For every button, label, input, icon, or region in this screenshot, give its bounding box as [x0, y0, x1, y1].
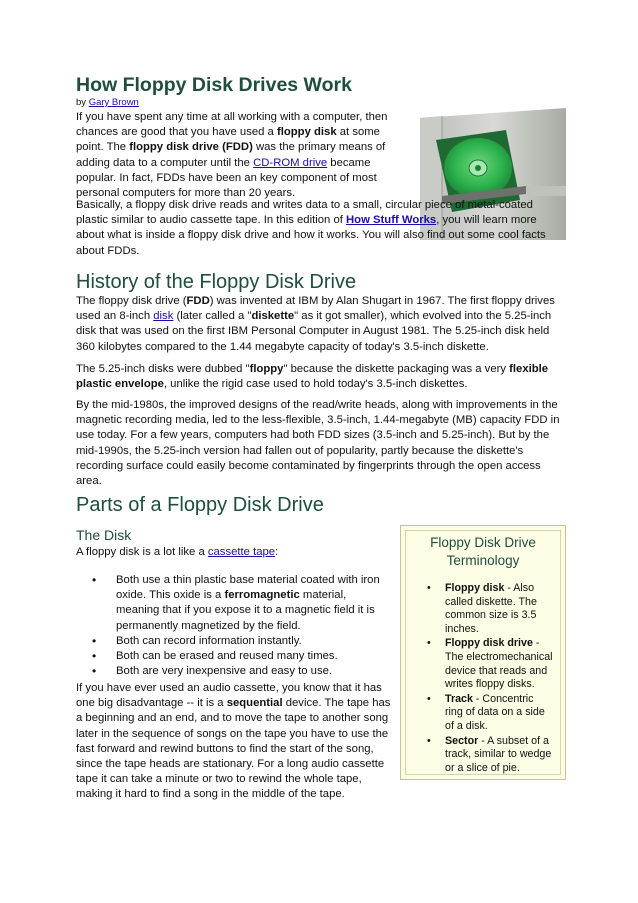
list-item: • Floppy disk drive - The electromechanical device that reads and writes floppy disks.	[401, 637, 561, 691]
page-title: How Floppy Disk Drives Work	[76, 74, 352, 96]
how-stuff-works-link[interactable]: How Stuff Works	[346, 214, 437, 227]
author-link[interactable]: Gary Brown	[88, 97, 139, 108]
sidebar-title: Floppy Disk Drive Terminology	[430, 535, 536, 568]
parts-lead: A floppy disk is a lot like a cassette tape:	[76, 546, 279, 558]
parts-heading: Parts of a Floppy Disk Drive	[76, 494, 324, 516]
terminology-sidebar	[400, 525, 566, 780]
comparison-list	[76, 573, 392, 679]
intro-para-2: Basically, a floppy disk drive reads and writes data to a small, circular piece of metal-coated plastic similar to audio cassette tape. In this edition of How Stuff Works, you will learn more about what is inside a floppy disk drive and how it works. You will also find out some cool facts about FDDs.	[76, 199, 546, 257]
cassette-para: If you have ever used an audio cassette, you know that it has one big disadvantage -- it is a sequential device. The tape has a beginning and an end, and to move the tape to another song later in the sequence of songs on the tape you have to use the fast forward and rewind buttons to find the start of the song, since the tape heads are stationary. For a long audio cassette tape it can take a minute or two to rewind the whole tape, making it hard to find a song in the middle of the tape.	[76, 682, 391, 801]
history-para-2: The 5.25-inch disks were dubbed "floppy" because the diskette packaging was a very flexible plastic envelope, unlike the rigid case used to hold today's 3.5-inch diskettes.	[76, 363, 549, 391]
the-disk-subheading: The Disk	[76, 527, 132, 543]
byline	[76, 97, 139, 108]
list-item: • Sector - A subset of a track, similar to wedge or a slice of pie.	[401, 735, 561, 776]
byline-prefix: by	[76, 97, 89, 108]
list-item: • Both use a thin plastic base material coated with iron oxide. This oxide is a ferromagnetic material, meaning that if you expose it to a magnetic field it is permanently magnetized by the field.	[76, 573, 392, 634]
list-item: • Floppy disk - Also called diskette. The common size is 3.5 inches.	[401, 582, 561, 636]
disk-link[interactable]: disk	[153, 310, 174, 323]
cassette-tape-link[interactable]: cassette tape	[207, 546, 276, 558]
list-item: • Both can be erased and reused many times.	[76, 649, 392, 664]
list-item: • Both are very inexpensive and easy to use.	[76, 664, 392, 679]
list-item: • Track - Concentric ring of data on a side of a disk.	[401, 693, 561, 734]
list-item: • Both can record information instantly.	[76, 634, 392, 649]
intro-para-1: If you have spent any time at all working with a computer, then chances are good that you have used a floppy disk at some point. The floppy disk drive (FDD) was the primary means of adding data to a computer until the CD-ROM drive became popular. In fact, FDDs have been an key component of most personal computers for more than 20 years.	[76, 111, 388, 200]
history-para-1: The floppy disk drive (FDD) was invented at IBM by Alan Shugart in 1967. The first floppy drives used an 8-inch disk (later called a "diskette" as it got smaller), which evolved into the 5.25-inch disk that was used on the first IBM Personal Computer in August 1981. The 5.25-inch disk held 360 kilobytes compared to the 1.44 megabyte capacity of today's 3.5-inch diskette.	[76, 295, 555, 353]
cd-rom-drive-link[interactable]: CD-ROM drive	[253, 156, 328, 169]
history-heading: History of the Floppy Disk Drive	[76, 271, 357, 293]
history-para-3: By the mid-1980s, the improved designs of the read/write heads, along with improvements in the magnetic recording media, led to the less-flexible, 3.5-inch, 1.44-megabyte (MB) capacity FDD in use today. For a few years, computers had both FDD sizes (3.5-inch and 5.25-inch). But by the mid-1990s, the 5.25-inch version had fallen out of popularity, partly because the diskette's recording surface could easily become contaminated by fingerprints through the open access area.	[76, 399, 560, 488]
